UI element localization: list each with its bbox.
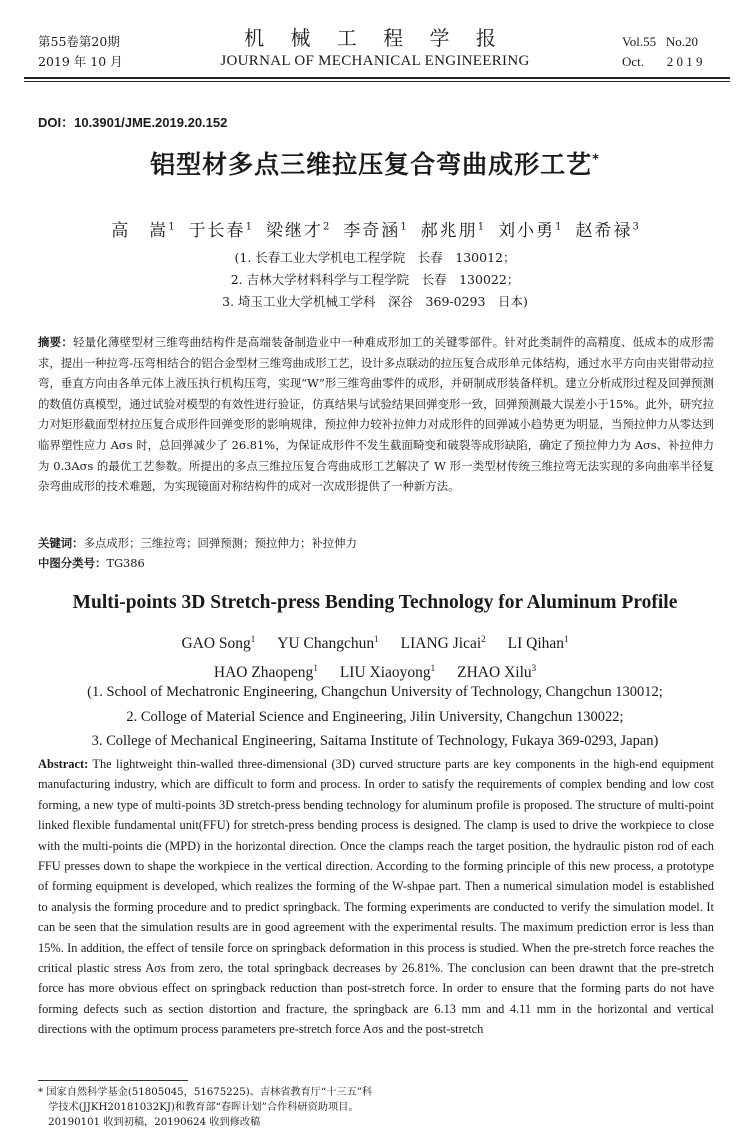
title-footnote-mark: * <box>592 152 600 168</box>
author-en: HAO Zhaopeng$^1$ <box>213 663 318 682</box>
abstract-cn-label: 摘要： <box>38 335 73 349</box>
author-en: GAO Song$^1$ <box>181 634 256 653</box>
affiliation-cn-3: 3. 埼玉工业大学机械工学科 深谷 369-0293 日本) <box>222 294 528 309</box>
title-cn-text: 铝型材多点三维拉压复合弯曲成形工艺 <box>150 150 593 179</box>
journal-name-cn: 机 械 工 程 学 报 <box>244 26 506 50</box>
header-center <box>180 26 570 72</box>
footnote-line: 20190101 收到初稿，20190624 收到修改稿 <box>38 1117 261 1128</box>
author-en: LIU Xiaoyong$^1$ <box>339 663 436 682</box>
paper-title-en: Multi-points 3D Stretch-press Bending Technology for Aluminum Profile <box>72 592 678 613</box>
author-cn: 赵希禄$^3$ <box>575 221 639 241</box>
header-left <box>38 32 123 72</box>
journal-header <box>0 26 750 72</box>
author-list-en <box>0 627 750 685</box>
author-cn: 李奇涵$^1$ <box>343 221 407 241</box>
author-cn: 刘小勇$^1$ <box>498 221 562 241</box>
date-cn: 2019 年 10 月 <box>38 54 123 69</box>
author-line-en-1 <box>0 627 750 656</box>
affiliation-en-2: 2. Colloge of Material Science and Engineering, Jilin University, Changchun 130022; <box>126 708 624 725</box>
affiliation-en-3: 3. College of Mechanical Engineering, Saitama Institute of Technology, Fukaya 369-0293, Japan) <box>91 733 659 749</box>
footnote <box>38 1085 372 1130</box>
doi: DOI：10.3901/JME.2019.20.152 <box>38 115 228 130</box>
affiliation-cn-2: 2. 吉林大学材料科学与工程学院 长春 130022； <box>230 272 520 287</box>
month-en: Oct. <box>622 54 645 69</box>
abstract-en-text: The lightweight thin-walled three-dimensional (3D) curved structure parts are key components in the high-end equipment manufacturing industry, which are difficult to form and process. In order to satisfy the requirements of complex bending and low cost forming, a new type of multi-points 3D stretch-press bending technology for aluminum profile is proposed. The structure of multi-point linked flexible fundamental unit(FFU) for stretch-press bending process is designed. The clamp is used to drive the workpiece to close with the multi-points die (MPD) in the horizontal direction. Once the clamps reach the target position, the hydraulic piston rod of each FFU presses down to shape the workpiece in the vertical direction. According to the forming principle of this new process, a prototype of forming equipment is developed, which realizes the forming of the W-shpae part. Then a numerical simulation model is established to analysis the forming procedure and to predict springback. The forming experiments are conducted to verify the simulation model. It can be seen that the simulation results are in good agreement with the experimental results. The maximum prediction error is less than 15%. In addition, the effect of tensile force on springback deformation in this process is studied. When the pre-stretch force reaches the critical plastic stress Aσs from zero, the total springback decreases by 26.81%. The conclusion can been drawnt that the pre-stretch force has more obvious effect on springback reduction than post-stretch force. In order to ensure that the forming parts do not have forming defects such as section distortion and fracture, the springback are 6.13 mm and 4.11 mm in the horizontal and vertical directions with the optimum process parameters pre-stretch force Aσs and the post-stretch <box>38 757 714 1037</box>
classification-cn-label: 中图分类号： <box>38 556 107 570</box>
author-cn: 梁继才$^2$ <box>265 221 330 241</box>
affiliations-cn <box>0 247 750 313</box>
abstract-cn <box>38 332 714 497</box>
author-cn: 高 嵩$^1$ <box>111 221 175 241</box>
volume-en: Vol.55 <box>622 34 657 49</box>
header-rule-thick <box>24 77 730 79</box>
author-en: LIANG Jicai$^2$ <box>400 634 486 653</box>
keywords-cn-text: 多点成形；三维拉弯；回弹预测；预拉伸力；补拉伸力 <box>83 536 357 550</box>
volume-issue-cn: 第55卷第20期 <box>38 34 120 49</box>
author-cn: 郝兆朋$^1$ <box>420 221 485 241</box>
issue-en: No.20 <box>665 34 698 49</box>
affiliation-cn-1: (1. 长春工业大学机电工程学院 长春 130012； <box>234 250 516 265</box>
affiliation-en-1: (1. School of Mechatronic Engineering, Changchun University of Technology, Changchun 130012; <box>87 684 663 700</box>
header-rule-thin <box>24 81 730 82</box>
abstract-en-label: Abstract: <box>38 757 89 771</box>
journal-name-en: JOURNAL OF MECHANICAL ENGINEERING <box>220 53 530 69</box>
paper-title-cn <box>0 145 750 181</box>
footnote-line: 学技术(JJKH20181032KJ)和教育部“春晖计划”合作科研资助项目。 <box>38 1102 359 1113</box>
author-en: ZHAO Xilu$^3$ <box>457 663 537 682</box>
abstract-cn-text: 轻量化薄壁型材三维弯曲结构件是高端装备制造业中一种难成形加工的关键零部件。针对此类制件的高精度、低成本的成形需求，提出一种拉弯-压弯相结合的铝合金型材三维弯曲成形工艺，设计多点联动的拉压复合成形单元体结构，通过水平方向由夹钳带动拉弯，垂直方向由各单元体上液压执行机构压弯，实现“W”形三维弯曲零件的成形，并研制成形装备样机。建立分析成形过程及回弹预测的数值仿真模型，通过试验对模型的有效性进行验证，仿真结果与试验结果回弹变形一致，回弹预测最大误差小于15%。此外，研究拉力对矩形截面型材拉压复合成形件回弹变形的影响规律，预拉伸力较补拉伸力对成形件的回弹减小趋势更为明显，当预拉伸力从零达到临界塑性应力 Aσs 时，总回弹减少了 26.81%，为保证成形件不发生截面畸变和破裂等成形缺陷，确定了预拉伸力为 Aσs、补拉伸力为 0.3Aσs 的最优工艺参数。所提出的多点三维拉压复合弯曲成形工艺解决了 W 形一类型材传统三维拉弯无法实现的多向曲率半径复杂弯曲成形的技术难题，为实现镜面对称结构件的成对一次成形提供了一种新方法。 <box>38 335 714 494</box>
footnote-rule <box>38 1080 188 1081</box>
affiliations-en <box>0 680 750 754</box>
abstract-en <box>38 754 714 1040</box>
keywords-cn <box>38 533 357 553</box>
author-cn: 于长春$^1$ <box>188 221 252 241</box>
classification-cn-text: TG386 <box>106 556 145 570</box>
author-en: LI Qihan$^1$ <box>507 634 569 653</box>
author-en: YU Changchun$^1$ <box>277 634 379 653</box>
author-list-cn <box>0 216 750 241</box>
year-en: 2 0 1 9 <box>666 54 703 69</box>
keywords-cn-label: 关键词： <box>38 536 84 550</box>
header-right <box>622 32 703 72</box>
footnote-line: * 国家自然科学基金(51805045，51675225)、吉林省教育厅“十三五”科 <box>38 1087 373 1098</box>
classification-cn <box>38 553 145 573</box>
